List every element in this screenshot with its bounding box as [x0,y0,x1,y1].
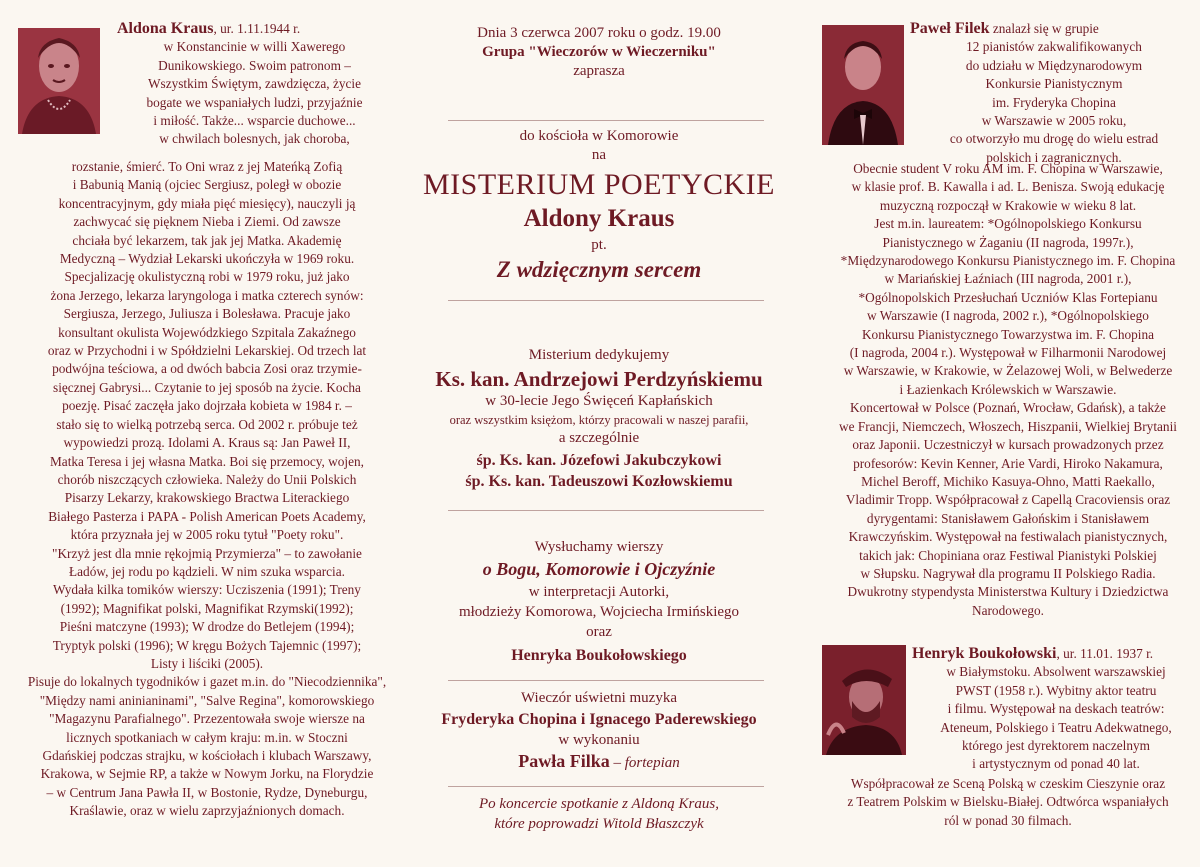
bio-line: chciała być lekarzem, tak jak jej Matka. Akademię [72,232,342,248]
bio-line: Pianistycznego w Żaganiu (II nagroda, 1997r.), [882,234,1134,250]
bio-line: która przyznała jej w 2005 roku tytuł "Poety roku". [70,527,344,543]
bio-line: , ur. 1.11.1944 r. [213,21,301,36]
henryk-boukolowski-bio-intro [912,645,1200,774]
henryk-boukolowski-photo [822,645,906,755]
bio-line: Narodowego. [971,602,1044,618]
bio-line: Jest m.in. laureatem: *Ogólnopolskiego Konkursu [874,216,1142,232]
bio-line: Konkursu Pianistycznego Towarzystwa im. F. Chopina [861,326,1155,342]
bio-line: Krakowa, w Sejmie RP, a także w Nowym Jorku, na Florydzie [40,766,374,782]
aldona-kraus-bio-intro [117,20,392,149]
divider [448,120,764,121]
bio-line: Vladimir Tropp. Współpracował z Capellą Cracoviensis oraz [845,492,1171,508]
pawel-filek-name: Paweł Filek [910,20,990,37]
bio-line: w chwilach bolesnych, jak choroba, [159,131,350,147]
bio-line: i Babunią Manią (ojciec Sergiusz, poległ w obozie [72,177,342,193]
bio-line: do udziału w Międzynarodowym [965,57,1143,73]
bio-line: żona Jerzego, lekarza laryngologa i matka czterech synów: [50,287,364,303]
bio-line: i artystycznym od ponad 40 lat. [972,756,1140,772]
bio-line: w klasie prof. B. Kawalla i ad. L. Benisza. Swoją edukację [851,179,1165,195]
bio-line: chorób niszczących człowieka. Należy do Unii Polskich [57,471,357,487]
bio-line: koncentracyjnym, gdy miała pięć miesięcy), nauczyli ją [58,195,356,211]
bio-line: i miłość. Także... wsparcie duchowe... [153,113,356,129]
bio-line: w Białymstoku. Absolwent warszawskiej [946,664,1166,680]
invitation-header [398,24,800,81]
after-concert-line: Po koncercie spotkanie z Aldoną Kraus, [479,796,719,812]
bio-line: w Warszawie, w Krakowie, w Żelazowej Woli, w Belwederze [843,363,1173,379]
venue [398,127,800,165]
bio-line: zachwycać się pięknem Nieba i Ziemi. Od zawsze [73,214,341,230]
bio-line: Ateneum, Polskiego i Teatru Adekwatnego, [940,719,1172,735]
bio-line: muzyczną rozpoczął w Krakowie w wieku 8 lat. [879,197,1137,213]
aldona-kraus-photo [18,28,100,134]
bio-line: Pisarzy Lekarzy, krakowskiego Bractwa Literackiego [64,490,350,506]
listen-text: Wysłuchamy wierszy [534,539,664,555]
divider [448,680,764,681]
right-column [800,0,1200,867]
bio-line: takich jak: Chopiniana oraz Festiwal Pianistyki Polskiej [859,547,1157,563]
na-text: na [591,147,607,163]
performer-name: Pawła Filka [518,751,610,771]
performed-by: w wykonaniu [558,732,640,748]
bio-line: znalazł się w grupie [989,21,1099,36]
bio-line: , ur. 11.01. 1937 r. [1056,646,1154,661]
music-line: Wieczór uświetni muzyka [520,690,677,706]
bio-line: Konkursie Pianistycznym [985,76,1123,92]
bio-line: z Teatrem Polskim w Bielsku-Białej. Odtwórca wspaniałych [847,794,1169,810]
bio-line: Gdańskiej podczas strajku, w kościołach i klubach Warszawy, [42,748,372,763]
bio-line: w Warszawie w 2005 roku, [981,113,1127,129]
bio-line: Wydała kilka tomików wierszy: Ucziszenia (1991); Treny [53,582,361,598]
aldona-kraus-bio-body [18,158,396,821]
bio-line: – w Centrum Jana Pawła II, w Bostonie, Rydze, Dyneburgu, [46,784,368,800]
aldona-kraus-name: Aldona Kraus [117,20,214,37]
portrait-man-cap-icon [822,645,906,755]
bio-line: bogate we wspaniałych ludzi, przyjaźnie [146,94,363,110]
divider [448,786,764,787]
bio-line: Ładów, jej rodu po kądzieli. W nim szuka wsparcia. [69,563,345,579]
bio-line: Sergiusza, Jerzego, Juliusza i Bolesława. Pracuje jako [63,306,351,322]
bio-line: Kraślawie, oraz w wielu zaprzyjaźnionych domach. [69,803,345,819]
after-concert-line: które poprowadzi Witold Błaszczyk [494,816,704,832]
bio-line: Pisuje do lokalnych tygodników i gazet m.in. do "Niecodziennika", [27,674,387,690]
bio-line: konsultant okulista Wojewódzkiego Szpitala Zakaźnego [58,324,356,340]
bio-line: (1992); Magnifikat polski, Magnifikat Rzymski(1992); [60,600,354,616]
bio-line: ról w ponad 30 filmach. [944,812,1072,828]
bio-line: podwójna teściowa, a od dwóch babcia Zosi oraz trzymie- [52,361,362,377]
bio-line: "Magazynu Parafialnego". Przezentowała swoje wiersze na [49,711,365,727]
main-title: MISTERIUM POETYCKIE [423,168,775,201]
portrait-man-bowtie-icon [822,25,904,145]
dedication-line: oraz wszystkim księżom, którzy pracowali w naszej parafii, [449,413,749,427]
portrait-woman-icon [18,28,100,134]
dedication-late-priest: śp. Ks. kan. Tadeuszowi Kozłowskiemu [465,473,733,490]
author-name: Aldony Kraus [523,205,675,232]
bio-line: wypowiedzi prozą. Idolami A. Kraus są: Jan Paweł II, [63,435,351,451]
bio-line: Specjalizację okulistyczną robi w 1979 roku, już jako [64,269,350,285]
composers: Fryderyka Chopina i Ignacego Paderewskiego [441,711,757,728]
bio-line: oraz Japonii. Uczestniczył w kursach prowadzonych przez [852,437,1164,453]
bio-line: stało się to wielką potrzebą serca. Od 2002 r. próbuje też [56,416,358,432]
pawel-filek-bio-body [818,160,1198,620]
bio-line: co otworzyło mu drogę do wielu estrad [949,131,1159,147]
interpretation-line: w interpretacji Autorki, [528,584,670,600]
bio-line: 12 pianistów zakwalifikowanych [966,39,1142,55]
pawel-filek-bio-intro [910,20,1198,167]
bio-line: w Mariańskiej Łaźniach (III nagroda, 2001 r.), [884,271,1132,287]
bio-line: w Warszawie (I nagroda, 2002 r.), *Ogólnopolskiego [867,308,1149,324]
bio-line: w Konstancinie w willi Xawerego [163,39,346,55]
dedication-name: Ks. kan. Andrzejowi Perdzyńskiemu [435,367,763,391]
invites-text: zaprasza [573,63,625,79]
divider [448,300,764,301]
henryk-boukolowski-bio-body [818,775,1198,830]
instrument: – fortepian [609,755,680,771]
bio-line: *Ogólnopolskich Przesłuchań Uczniów Klas Fortepianu [858,289,1158,305]
reader-name: Henryka Boukołowskiego [511,647,687,664]
bio-line: PWST (1958 r.). Wybitny aktor teatru [955,682,1157,698]
venue-line: do kościoła w Komorowie [519,128,679,144]
bio-line: Krawczyńskim. Występował na festiwalach pianistycznych, [848,529,1168,545]
bio-line: sięcznej Gabrysi... Czytanie to jej sposób na życie. Kocha [53,379,361,395]
bio-line: którego jest dyrektorem naczelnym [962,738,1150,754]
dedication-late-priest: śp. Ks. kan. Józefowi Jakubczykowi [476,452,722,469]
bio-line: Obecnie student V roku AM im. F. Chopina w Warszawie, [853,161,1163,176]
divider [448,510,764,511]
bio-line: Współpracował ze Sceną Polską w czeskim Cieszynie oraz [850,776,1166,791]
left-column [0,0,398,867]
bio-line: i Łazienkach Królewskich w Warszawie. [899,381,1117,397]
bio-line: Medyczną – Wydział Lekarski ukończyła w 1969 roku. [59,251,355,267]
bio-line: (I nagroda, 2004 r.). Występował w Filharmonii Narodowej [849,345,1167,361]
poem-topics: o Bogu, Komorowie i Ojczyźnie [482,559,716,579]
bio-line: Tryptyk polski (1996); W kręgu Bożych Tajemnic (1997); [52,637,362,653]
bio-line: "Między nami aninianinami", "Salve Regina", komorowskiego [39,692,375,708]
bio-line: Michel Beroff, Michiko Kasuya-Ohno, Matti Raekallo, [861,473,1155,489]
oraz-text: oraz [586,624,612,640]
henryk-boukolowski-name: Henryk Boukołowski [912,645,1057,662]
subtitle: Z wdzięcznym sercem [496,257,702,282]
bio-line: poezję. Pisać zaczęła jako dojrzała kobieta w 1984 r. – [62,398,352,414]
bio-line: Dwukrotny stypendysta Ministerstwa Kultury i Dziedzictwa [847,584,1169,600]
middle-column [398,0,800,867]
bio-line: Listy i liściki (2005). [150,655,264,671]
dedication-line: w 30-lecie Jego Święceń Kapłańskich [485,393,713,409]
performer-line [398,751,800,773]
bio-line: oraz w Przychodni i w Spółdzielni Lekarskiej. Od trzech lat [47,343,367,359]
event-date: Dnia 3 czerwca 2007 roku o godz. 19.00 [477,25,721,41]
bio-line: Wszystkim Świętym, zawdzięcza, życie [147,76,362,92]
dedication-line: a szczególnie [558,430,640,446]
bio-line: profesorów: Kevin Kenner, Arie Vardi, Hiroko Nakamura, [853,455,1163,471]
bio-line: dyrygentami: Stanisławem Gałońskim i Stanisławem [866,510,1150,526]
bio-line: im. Fryderyka Chopina [992,94,1116,110]
bio-line: Białego Pasterza i PAPA - Polish American Poets Academy, [48,508,366,524]
bio-line: *Międzynarodowego Konkursu Pianistycznego im. F. Chopina [840,253,1176,269]
bio-line: i filmu. Występował na deskach teatrów: [947,701,1165,717]
bio-line: Koncertował w Polsce (Poznań, Wrocław, Gdańsk), a także [850,400,1166,416]
bio-line: "Krzyż jest dla mnie rękojmią Przymierza" – to zawołanie [52,545,362,561]
bio-line: we Francji, Niemczech, Włoszech, Hiszpanii, Wielkiej Brytanii [839,418,1177,434]
pt-text: pt. [591,237,607,253]
bio-line: Dunikowskiego. Swoim patronom – [158,57,351,73]
bio-line: w Słupsku. Nagrywał dla programu II Polskiego Radia. [860,565,1156,581]
bio-line: Matka Teresa i jej własna Matka. Boi się przemocy, wojen, [49,453,365,469]
interpretation-line: młodzieży Komorowa, Wojciecha Irmińskiego [458,604,740,620]
group-name: Grupa "Wieczorów w Wieczerniku" [482,44,716,60]
dedicate-text: Misterium dedykujemy [528,347,670,363]
bio-line: polskich i zagranicznych. [986,149,1122,165]
bio-line: rozstanie, śmierć. To Oni wraz z jej Mateńką Zofią [71,159,343,174]
bio-line: Pieśni matczyne (1993); W drodze do Betlejem (1994); [59,619,355,635]
pawel-filek-photo [822,25,904,145]
bio-line: licznych spotkaniach w całym kraju: m.in. w Stoczni [66,729,348,745]
